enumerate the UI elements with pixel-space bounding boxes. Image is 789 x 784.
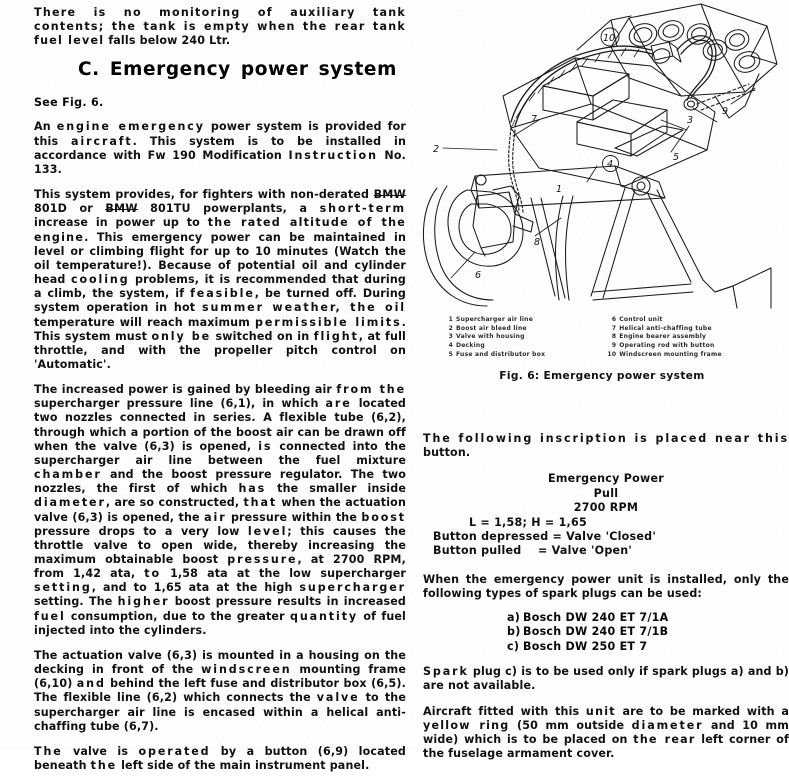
paragraph-valve-operated: The valve is operated by a button (6,9) located beneath the left side of the main instrument panel. — [34, 744, 406, 773]
callout-3: 3 — [687, 115, 694, 126]
legend-item: 7 Helical anti-chaffing tube — [611, 324, 712, 332]
see-figure-reference: See Fig. 6. — [34, 96, 104, 110]
right-column-text — [423, 432, 789, 772]
placard-inscription — [423, 472, 789, 558]
emergency-power-system-diagram — [415, 0, 789, 310]
callout-9: 9 — [722, 106, 729, 117]
plug-type: Bosch DW 240 ET 7/1B — [523, 625, 669, 639]
paragraph-plugs-intro: When the emergency power unit is installed, only the following types of spark plugs can be used: — [423, 572, 789, 600]
plug-type: Bosch DW 250 ET 7 — [523, 639, 648, 653]
paragraph-system-description: This system provides, for fighters with non-derated BMW 801D or BMW 801TU powerplants, a short-term increase in power up to the rated altitude of the engine. This emergency power can be maintained in level or climbing flight for up to 10 minutes (Watch the oil temperature!). Because of potential oil and cylinder head cooling problems, it is recommended that during a climb, the system, if feasible, be turned off. During system operation in hot summer weather, the oil temperature will reach maximum permissible limits. This system must only be switched on in flight, at full throttle, and with the propeller pitch control on 'Automatic'. — [34, 188, 406, 371]
legend-item: 8 Engine bearer assembly — [611, 333, 707, 341]
legend-item: 4 Decking — [448, 342, 485, 350]
placard-line-boost-values: L = 1,58; H = 1,65 — [469, 515, 587, 529]
legend-label: Valve with housing — [456, 333, 525, 341]
paragraph-system-provided: An engine emergency power system is provided for this aircraft. This system is to be installed in accordance with Fw 190 Modification Instruction No. 133. — [34, 120, 406, 176]
spark-plug-list — [423, 611, 789, 654]
paragraph-marking-note: Aircraft fitted with this unit are to be marked with a yellow ring (50 mm outside diameter and 10 mm wide) which is to be placed on the rear left corner of the fuselage armament cover. — [423, 704, 789, 761]
plug-type: Bosch DW 240 ET 7/1A — [523, 611, 669, 625]
legend-label: Fuse and distributor box — [456, 350, 546, 358]
legend-label: Helical anti-chaffing tube — [619, 324, 712, 332]
figure-legend — [442, 316, 782, 360]
legend-label: Engine bearer assembly — [619, 333, 707, 341]
callout-2: 2 — [433, 144, 440, 155]
legend-item: 9 Operating rod with button — [611, 342, 715, 350]
callout-7: 7 — [531, 114, 538, 125]
placard-line-pull: Pull — [593, 486, 619, 500]
legend-item: 6 Control unit — [611, 316, 663, 323]
callout-10: 10 — [603, 33, 616, 44]
legend-label: Control unit — [619, 316, 663, 323]
placard-line-title: Emergency Power — [548, 472, 664, 486]
legend-item: 5 Fuse and distributor box — [448, 350, 546, 358]
placard-line-button-depressed: Button depressed = Valve 'Closed' — [433, 529, 656, 543]
plug-list-item: c) Bosch DW 250 ET 7 — [507, 639, 648, 653]
callout-5: 5 — [673, 152, 680, 163]
legend-label: Windscreen mounting frame — [619, 350, 722, 358]
paragraph-actuation-valve: The actuation valve (6,3) is mounted in a housing on the decking in front of the windscreen mounting frame (6,10) and behind the left fuse and distributor box (6,5). The flexible line (6,2) which connects the valve to the supercharger air line is encased within a helical anti-chaffing tube (6,7). — [34, 648, 407, 733]
legend-column-right — [589, 316, 782, 360]
top-paragraph: There is no monitoring of auxiliary tank contents; the tank is empty when the rear tank fuel level falls below 240 Ltr. — [34, 6, 406, 48]
legend-label: Supercharger air line — [456, 316, 534, 323]
paragraph-increased-power: The increased power is gained by bleeding air from the supercharger pressure line (6,1), in which are located two nozzles connected in series. A flexible tube (6,2), through which a portion of the boost air can be drawn off when the valve (6,3) is opened, is connected into the supercharger air line between the fuel mixture chamber and the boost pressure regulator. The two nozzles, the first of which has the smaller inside diameter, are so constructed, that when the actuation valve (6,3) is opened, the air pressure within the boost pressure drops to a very low level; this causes the throttle valve to open wide, thereby increasing the maximum obtainable boost pressure, at 2700 RPM, from 1,42 ata, to 1,58 ata at the low supercharger setting, and to 1,65 ata at the high supercharger setting. The higher boost pressure results in increased fuel consumption, due to the greater quantity of fuel injected into the cylinders. — [34, 383, 406, 637]
plug-list-item: a) Bosch DW 240 ET 7/1A — [507, 611, 669, 625]
legend-column-left — [442, 316, 589, 360]
left-column — [34, 6, 406, 784]
callout-6: 6 — [475, 270, 482, 281]
legend-item: 2 Boost air bleed line — [448, 324, 527, 332]
callout-4: 4 — [607, 159, 614, 170]
section-heading: C. Emergency power system — [78, 59, 397, 81]
legend-item: 3 Valve with housing — [448, 333, 525, 341]
plug-list-item: b) Bosch DW 240 ET 7/1B — [507, 625, 669, 639]
placard-line-rpm: 2700 RPM — [573, 501, 639, 515]
legend-label: Decking — [456, 342, 485, 350]
callout-8: 8 — [534, 237, 541, 248]
paragraph-plugs-note: Spark plug c) is to be used only if spark plugs a) and b) are not available. — [423, 665, 789, 693]
right-column — [415, 0, 789, 761]
legend-item: 10 Windscreen mounting frame — [607, 350, 722, 358]
paragraph-inscription-intro: The following inscription is placed near this button. — [423, 432, 789, 460]
legend-label: Boost air bleed line — [456, 324, 527, 332]
legend-item: 1 Supercharger air line — [448, 316, 534, 323]
placard-line-button-pulled: Button pulled = Valve 'Open' — [433, 544, 633, 558]
legend-label: Operating rod with button — [619, 342, 715, 350]
callout-1: 1 — [556, 184, 563, 195]
figure-caption: Fig. 6: Emergency power system — [499, 370, 705, 382]
